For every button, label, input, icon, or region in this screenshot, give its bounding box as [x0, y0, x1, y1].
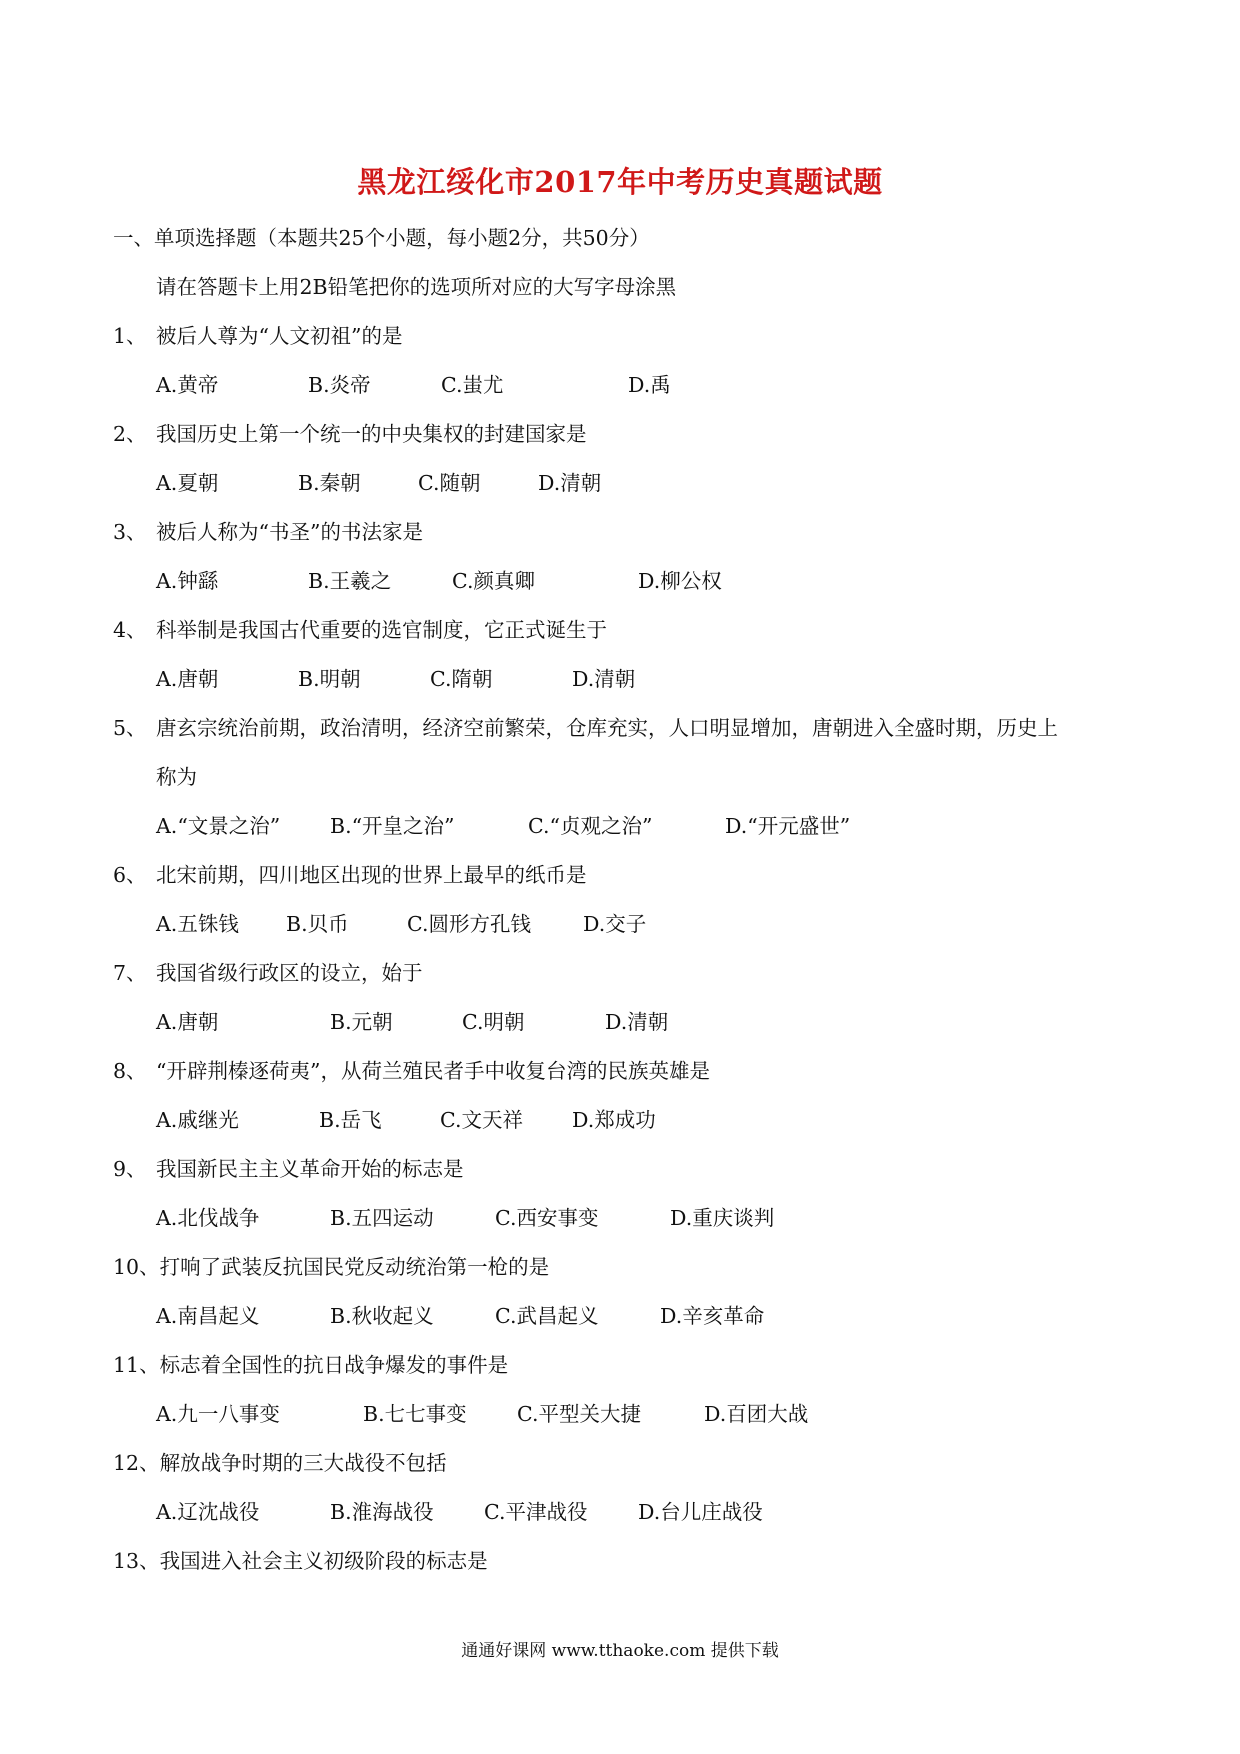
question-number: 12、: [113, 1451, 160, 1475]
option-b: B.贝币: [286, 912, 349, 936]
option-d: D.清朝: [538, 471, 602, 495]
question-text: 科举制是我国古代重要的选官制度，它正式诞生于: [156, 618, 607, 642]
option-d: D.“开元盛世”: [725, 814, 851, 838]
section-instruction: 请在答题卡上用2B铅笔把你的选项所对应的大写字母涂黑: [156, 275, 677, 299]
option-a: A.戚继光: [156, 1108, 239, 1132]
question-number: 10、: [113, 1255, 160, 1279]
option-b: B.王羲之: [308, 569, 392, 593]
option-b: B.五四运动: [330, 1206, 434, 1230]
option-a: A.北伐战争: [156, 1206, 260, 1230]
option-b: B.“开皇之治”: [330, 814, 455, 838]
question-text-continued: 称为: [156, 765, 197, 789]
option-a: A.钟繇: [156, 569, 219, 593]
option-c: C.文天祥: [440, 1108, 523, 1132]
question-number: 1、: [113, 324, 147, 348]
question-number: 3、: [113, 520, 147, 544]
question-body: 我国进入社会主义初级阶段的标志是: [159, 1549, 488, 1573]
option-c: C.平津战役: [484, 1500, 588, 1524]
question-text: 唐玄宗统治前期，政治清明，经济空前繁荣，仓库充实，人口明显增加，唐朝进入全盛时期，历史上: [156, 716, 1058, 740]
option-b: B.秋收起义: [330, 1304, 434, 1328]
option-d: D.清朝: [605, 1010, 669, 1034]
option-d: D.清朝: [572, 667, 636, 691]
section-heading: 一、单项选择题（本题共25个小题，每小题2分，共50分）: [113, 226, 650, 250]
option-b: B.淮海战役: [330, 1500, 434, 1524]
question-text: 我国历史上第一个统一的中央集权的封建国家是: [156, 422, 587, 446]
option-d: D.禹: [628, 373, 671, 397]
page-title: 黑龙江绥化市2017年中考历史真题试题: [357, 165, 883, 199]
question-number: 4、: [113, 618, 147, 642]
option-d: D.交子: [583, 912, 647, 936]
question-number: 2、: [113, 422, 147, 446]
question-number: 7、: [113, 961, 147, 985]
question-text: [113, 1355, 508, 1376]
question-text: 北宋前期，四川地区出现的世界上最早的纸币是: [156, 863, 587, 887]
question-text: [113, 1453, 447, 1474]
option-a: A.辽沈战役: [156, 1500, 260, 1524]
question-text: “开辟荆榛逐荷夷”，从荷兰殖民者手中收复台湾的民族英雄是: [156, 1059, 710, 1083]
option-a: A.五铢钱: [156, 912, 239, 936]
option-b: B.秦朝: [298, 471, 361, 495]
option-d: D.台儿庄战役: [638, 1500, 763, 1524]
question-text: [113, 1551, 488, 1572]
option-a: A.夏朝: [156, 471, 219, 495]
option-d: D.郑成功: [572, 1108, 656, 1132]
option-a: A.南昌起义: [156, 1304, 260, 1328]
question-number: 9、: [113, 1157, 147, 1181]
option-c: C.隋朝: [430, 667, 493, 691]
question-text: 我国新民主主义革命开始的标志是: [156, 1157, 464, 1181]
option-d: D.辛亥革命: [660, 1304, 765, 1328]
page-footer: 通通好课网 www.tthaoke.com 提供下载: [461, 1641, 779, 1661]
option-d: D.重庆谈判: [670, 1206, 775, 1230]
question-number: 13、: [113, 1549, 160, 1573]
option-c: C.圆形方孔钱: [407, 912, 531, 936]
question-text: 被后人称为“书圣”的书法家是: [156, 520, 423, 544]
option-c: C.蚩尤: [441, 373, 504, 397]
option-b: B.七七事变: [363, 1402, 467, 1426]
option-a: A.黄帝: [156, 373, 219, 397]
option-c: C.颜真卿: [452, 569, 535, 593]
option-a: A.唐朝: [156, 667, 219, 691]
question-body: 标志着全国性的抗日战争爆发的事件是: [159, 1353, 509, 1377]
option-c: C.武昌起义: [495, 1304, 599, 1328]
question-number: 11、: [113, 1353, 160, 1377]
question-body: 解放战争时期的三大战役不包括: [159, 1451, 447, 1475]
option-a: A.九一八事变: [156, 1402, 280, 1426]
option-a: A.“文景之治”: [156, 814, 281, 838]
question-text: 我国省级行政区的设立，始于: [156, 961, 423, 985]
question-number: 5、: [113, 716, 147, 740]
option-c: C.明朝: [462, 1010, 525, 1034]
question-text: 被后人尊为“人文初祖”的是: [156, 324, 403, 348]
option-b: B.元朝: [330, 1010, 393, 1034]
option-d: D.柳公权: [638, 569, 722, 593]
option-c: C.随朝: [418, 471, 481, 495]
option-a: A.唐朝: [156, 1010, 219, 1034]
option-b: B.明朝: [298, 667, 361, 691]
question-body: 打响了武装反抗国民党反动统治第一枪的是: [159, 1255, 550, 1279]
option-c: C.“贞观之治”: [528, 814, 653, 838]
question-number: 8、: [113, 1059, 147, 1083]
option-d: D.百团大战: [704, 1402, 809, 1426]
option-c: C.平型关大捷: [517, 1402, 641, 1426]
question-number: 6、: [113, 863, 147, 887]
option-b: B.炎帝: [308, 373, 371, 397]
option-b: B.岳飞: [319, 1108, 382, 1132]
question-text: [113, 1257, 549, 1278]
option-c: C.西安事变: [495, 1206, 599, 1230]
